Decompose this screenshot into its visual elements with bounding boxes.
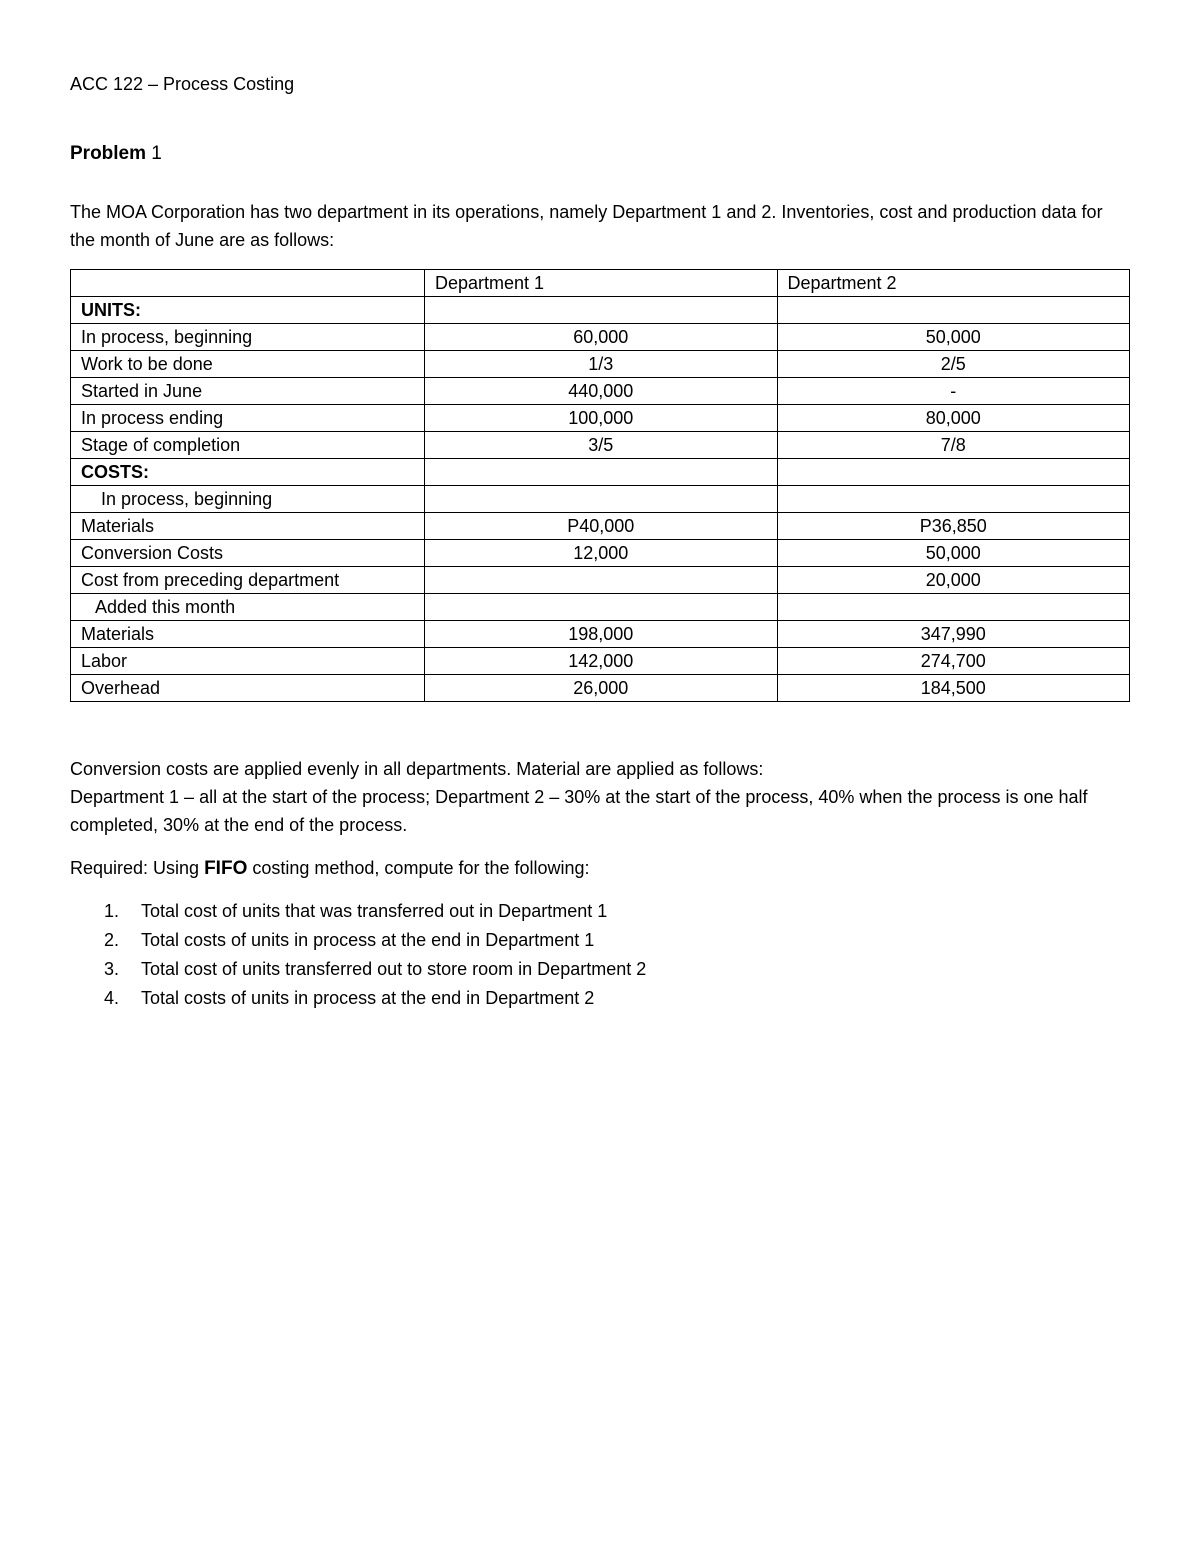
list-item-number: 2.	[104, 930, 120, 950]
department-1-value	[425, 567, 778, 594]
table-row	[71, 297, 1130, 324]
department-2-value: 347,990	[777, 621, 1130, 648]
department-2-value: 7/8	[777, 432, 1130, 459]
department-1-value: 12,000	[425, 540, 778, 567]
materials-note: Department 1 – all at the start of the process; Department 2 – 30% at the start of the process, 40% when the process is one half completed, 30% at the end of the process.	[70, 787, 1088, 835]
table-row	[71, 432, 1130, 459]
row-label: Materials	[71, 621, 425, 648]
problem-title	[70, 141, 162, 167]
row-label: Started in June	[71, 378, 425, 405]
row-label: Added this month	[71, 594, 425, 621]
table-body	[71, 270, 1130, 702]
department-1-value: 60,000	[425, 324, 778, 351]
required-method: FIFO	[204, 858, 248, 879]
problem-intro: The MOA Corporation has two department in its operations, namely Department 1 and 2. Inventories, cost and production data for the month of June are as follows:	[70, 202, 1103, 250]
row-label: UNITS:	[71, 297, 425, 324]
department-2-value: 80,000	[777, 405, 1130, 432]
row-label: Overhead	[71, 675, 425, 702]
department-1-value: 1/3	[425, 351, 778, 378]
list-item-text: Total costs of units in process at the end in Department 1	[141, 930, 595, 950]
header-cell-department-1: Department 1	[425, 270, 778, 297]
list-item-number: 3.	[104, 959, 120, 979]
department-2-value: 2/5	[777, 351, 1130, 378]
table-row	[71, 540, 1130, 567]
list-item-number: 1.	[104, 901, 120, 921]
row-label: Conversion Costs	[71, 540, 425, 567]
department-2-value: P36,850	[777, 513, 1130, 540]
problem-title-number: 1	[146, 143, 162, 164]
department-2-value	[777, 594, 1130, 621]
table-row	[71, 621, 1130, 648]
table-row	[71, 675, 1130, 702]
list-item-text: Total cost of units transferred out to store room in Department 2	[141, 959, 647, 979]
header-cell-label	[71, 270, 425, 297]
required-suffix: costing method, compute for the following:	[247, 858, 590, 878]
row-label: Materials	[71, 513, 425, 540]
department-2-value: -	[777, 378, 1130, 405]
list-item-text: Total cost of units that was transferred out in Department 1	[141, 901, 608, 921]
row-label: In process, beginning	[71, 324, 425, 351]
document-header: ACC 122 – Process Costing	[70, 74, 295, 94]
department-1-value	[425, 486, 778, 513]
list-item-text: Total costs of units in process at the end in Department 2	[141, 988, 595, 1008]
required-list	[70, 897, 646, 1013]
row-label: In process, beginning	[71, 486, 425, 513]
department-1-value: 26,000	[425, 675, 778, 702]
department-2-value: 274,700	[777, 648, 1130, 675]
department-2-value: 50,000	[777, 324, 1130, 351]
department-1-value: 440,000	[425, 378, 778, 405]
row-label: Labor	[71, 648, 425, 675]
table-row	[71, 594, 1130, 621]
department-2-value	[777, 486, 1130, 513]
table-row	[71, 567, 1130, 594]
table-row	[71, 513, 1130, 540]
table-row	[71, 486, 1130, 513]
department-2-value: 50,000	[777, 540, 1130, 567]
list-item-number: 4.	[104, 988, 120, 1008]
department-1-value: 142,000	[425, 648, 778, 675]
department-2-value: 184,500	[777, 675, 1130, 702]
department-1-value	[425, 459, 778, 486]
conversion-note: Conversion costs are applied evenly in all departments. Material are applied as follows:	[70, 759, 764, 779]
department-2-value: 20,000	[777, 567, 1130, 594]
table-row	[71, 405, 1130, 432]
department-1-value	[425, 297, 778, 324]
list-item	[70, 984, 646, 1013]
problem-title-label: Problem	[70, 143, 147, 164]
list-item	[70, 897, 646, 926]
row-label: Stage of completion	[71, 432, 425, 459]
row-label: Work to be done	[71, 351, 425, 378]
row-label: In process ending	[71, 405, 425, 432]
table-row	[71, 648, 1130, 675]
department-2-value	[777, 297, 1130, 324]
header-cell-department-2: Department 2	[777, 270, 1130, 297]
department-1-value: 198,000	[425, 621, 778, 648]
list-item	[70, 926, 646, 955]
table-header-row	[71, 270, 1130, 297]
table-row	[71, 324, 1130, 351]
list-item	[70, 955, 646, 984]
required-instruction	[70, 855, 590, 882]
table-row	[71, 378, 1130, 405]
production-data-table	[70, 269, 1130, 702]
row-label: COSTS:	[71, 459, 425, 486]
department-1-value: 100,000	[425, 405, 778, 432]
required-prefix: Required: Using	[70, 858, 205, 878]
table-row	[71, 459, 1130, 486]
row-label: Cost from preceding department	[71, 567, 425, 594]
department-1-value: P40,000	[425, 513, 778, 540]
department-2-value	[777, 459, 1130, 486]
table-row	[71, 351, 1130, 378]
department-1-value	[425, 594, 778, 621]
department-1-value: 3/5	[425, 432, 778, 459]
